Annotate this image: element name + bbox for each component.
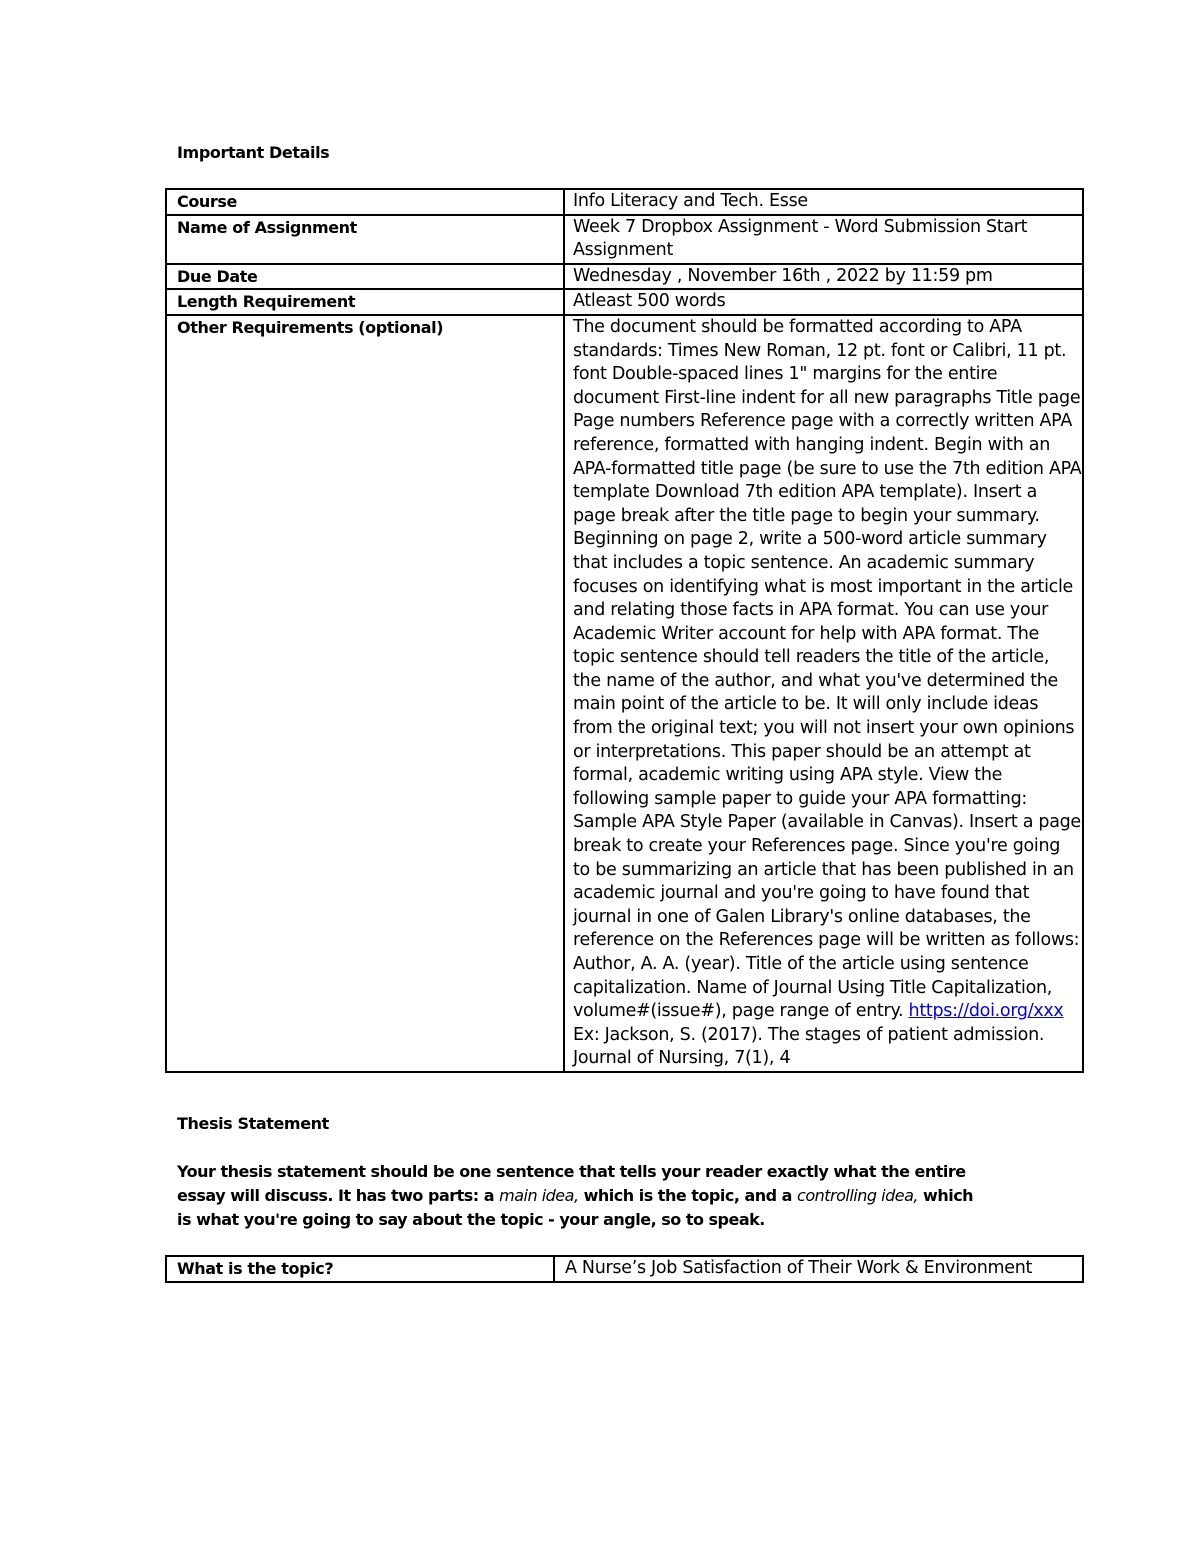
table-row-length [166,289,1083,315]
length-requirement-value: Atleast 500 words [564,289,1083,315]
thesis-line-2-end: which [917,1186,974,1205]
important-details-heading: Important Details [177,143,330,162]
other-requirements-example: Ex: Jackson, S. (2017). The stages of patient admission. Journal of Nursing, 7(1), 4 [573,1024,1045,1069]
table-row-assignment [166,215,1083,264]
table-row-other [166,315,1083,1072]
topic-table [165,1255,1084,1283]
doi-link[interactable]: https://doi.org/xxx [908,1001,1064,1022]
assignment-name-label: Name of Assignment [166,215,564,264]
thesis-line-3: is what you're going to say about the topic - your angle, so to speak. [177,1210,765,1229]
topic-label: What is the topic? [166,1256,554,1282]
main-idea-term: main idea, [499,1186,579,1205]
course-value: Info Literacy and Tech. Esse [564,189,1083,215]
other-requirements-label: Other Requirements (optional) [166,315,564,1072]
thesis-line-1: Your thesis statement should be one sentence that tells your reader exactly what the entire [177,1162,966,1181]
thesis-line-2-start: essay will discuss. It has two parts: a [177,1186,500,1205]
table-row-topic [166,1256,1083,1282]
table-row-course [166,189,1083,215]
table-row-due-date [166,264,1083,290]
thesis-instructions [177,1160,974,1232]
topic-value: A Nurse’s Job Satisfaction of Their Work & Environment [554,1256,1083,1282]
thesis-line-2 [177,1184,974,1208]
assignment-name-value: Week 7 Dropbox Assignment - Word Submission Start Assignment [564,215,1083,264]
length-requirement-label: Length Requirement [166,289,564,315]
due-date-label: Due Date [166,264,564,290]
thesis-statement-heading: Thesis Statement [177,1114,329,1133]
course-label: Course [166,189,564,215]
other-requirements-text: The document should be formatted according to APA standards: Times New Roman, 12 pt. font or Calibri, 11 pt. font Double-spaced lines 1" margins for the entire document First-line indent for all new paragraphs Title page Page numbers Reference page with a correctly written APA reference, formatted with hanging indent. Begin with an APA-formatted title page (be sure to use the 7th edition APA template Download 7th edition APA template). Insert a page break after the title page to begin your summary. Beginning on page 2, write a 500-word article summary that includes a topic sentence. An academic summary focuses on identifying what is most important in the article and relating those facts in APA format. You can use your Academic Writer account for help with APA format. The topic sentence should tell readers the title of the article, the name of the author, and what you've determined the main point of the article to be. It will only include ideas from the original text; you will not insert your own opinions or interpretations. This paper should be an attempt at formal, academic writing using APA style. View the following sample paper to guide your APA formatting: Sample APA Style Paper (available in Canvas). Insert a page break to create your References page. Since you're going to be summarizing an article that has been published in an academic journal and you're going to have found that journal in one of Galen Library's online databases, the reference on the References page will be written as follows: Author, A. A. (year). Title of the article using sentence capitalization. Name of Journal Using Title Capitalization, volume#(issue#), page range of entry. [573,316,1082,1022]
thesis-line-2-middle: which is the topic, and a [578,1186,798,1205]
controlling-idea-term: controlling idea, [797,1186,918,1205]
due-date-value: Wednesday , November 16th , 2022 by 11:59 pm [564,264,1083,290]
other-requirements-value [564,315,1083,1072]
important-details-table [165,188,1084,1073]
